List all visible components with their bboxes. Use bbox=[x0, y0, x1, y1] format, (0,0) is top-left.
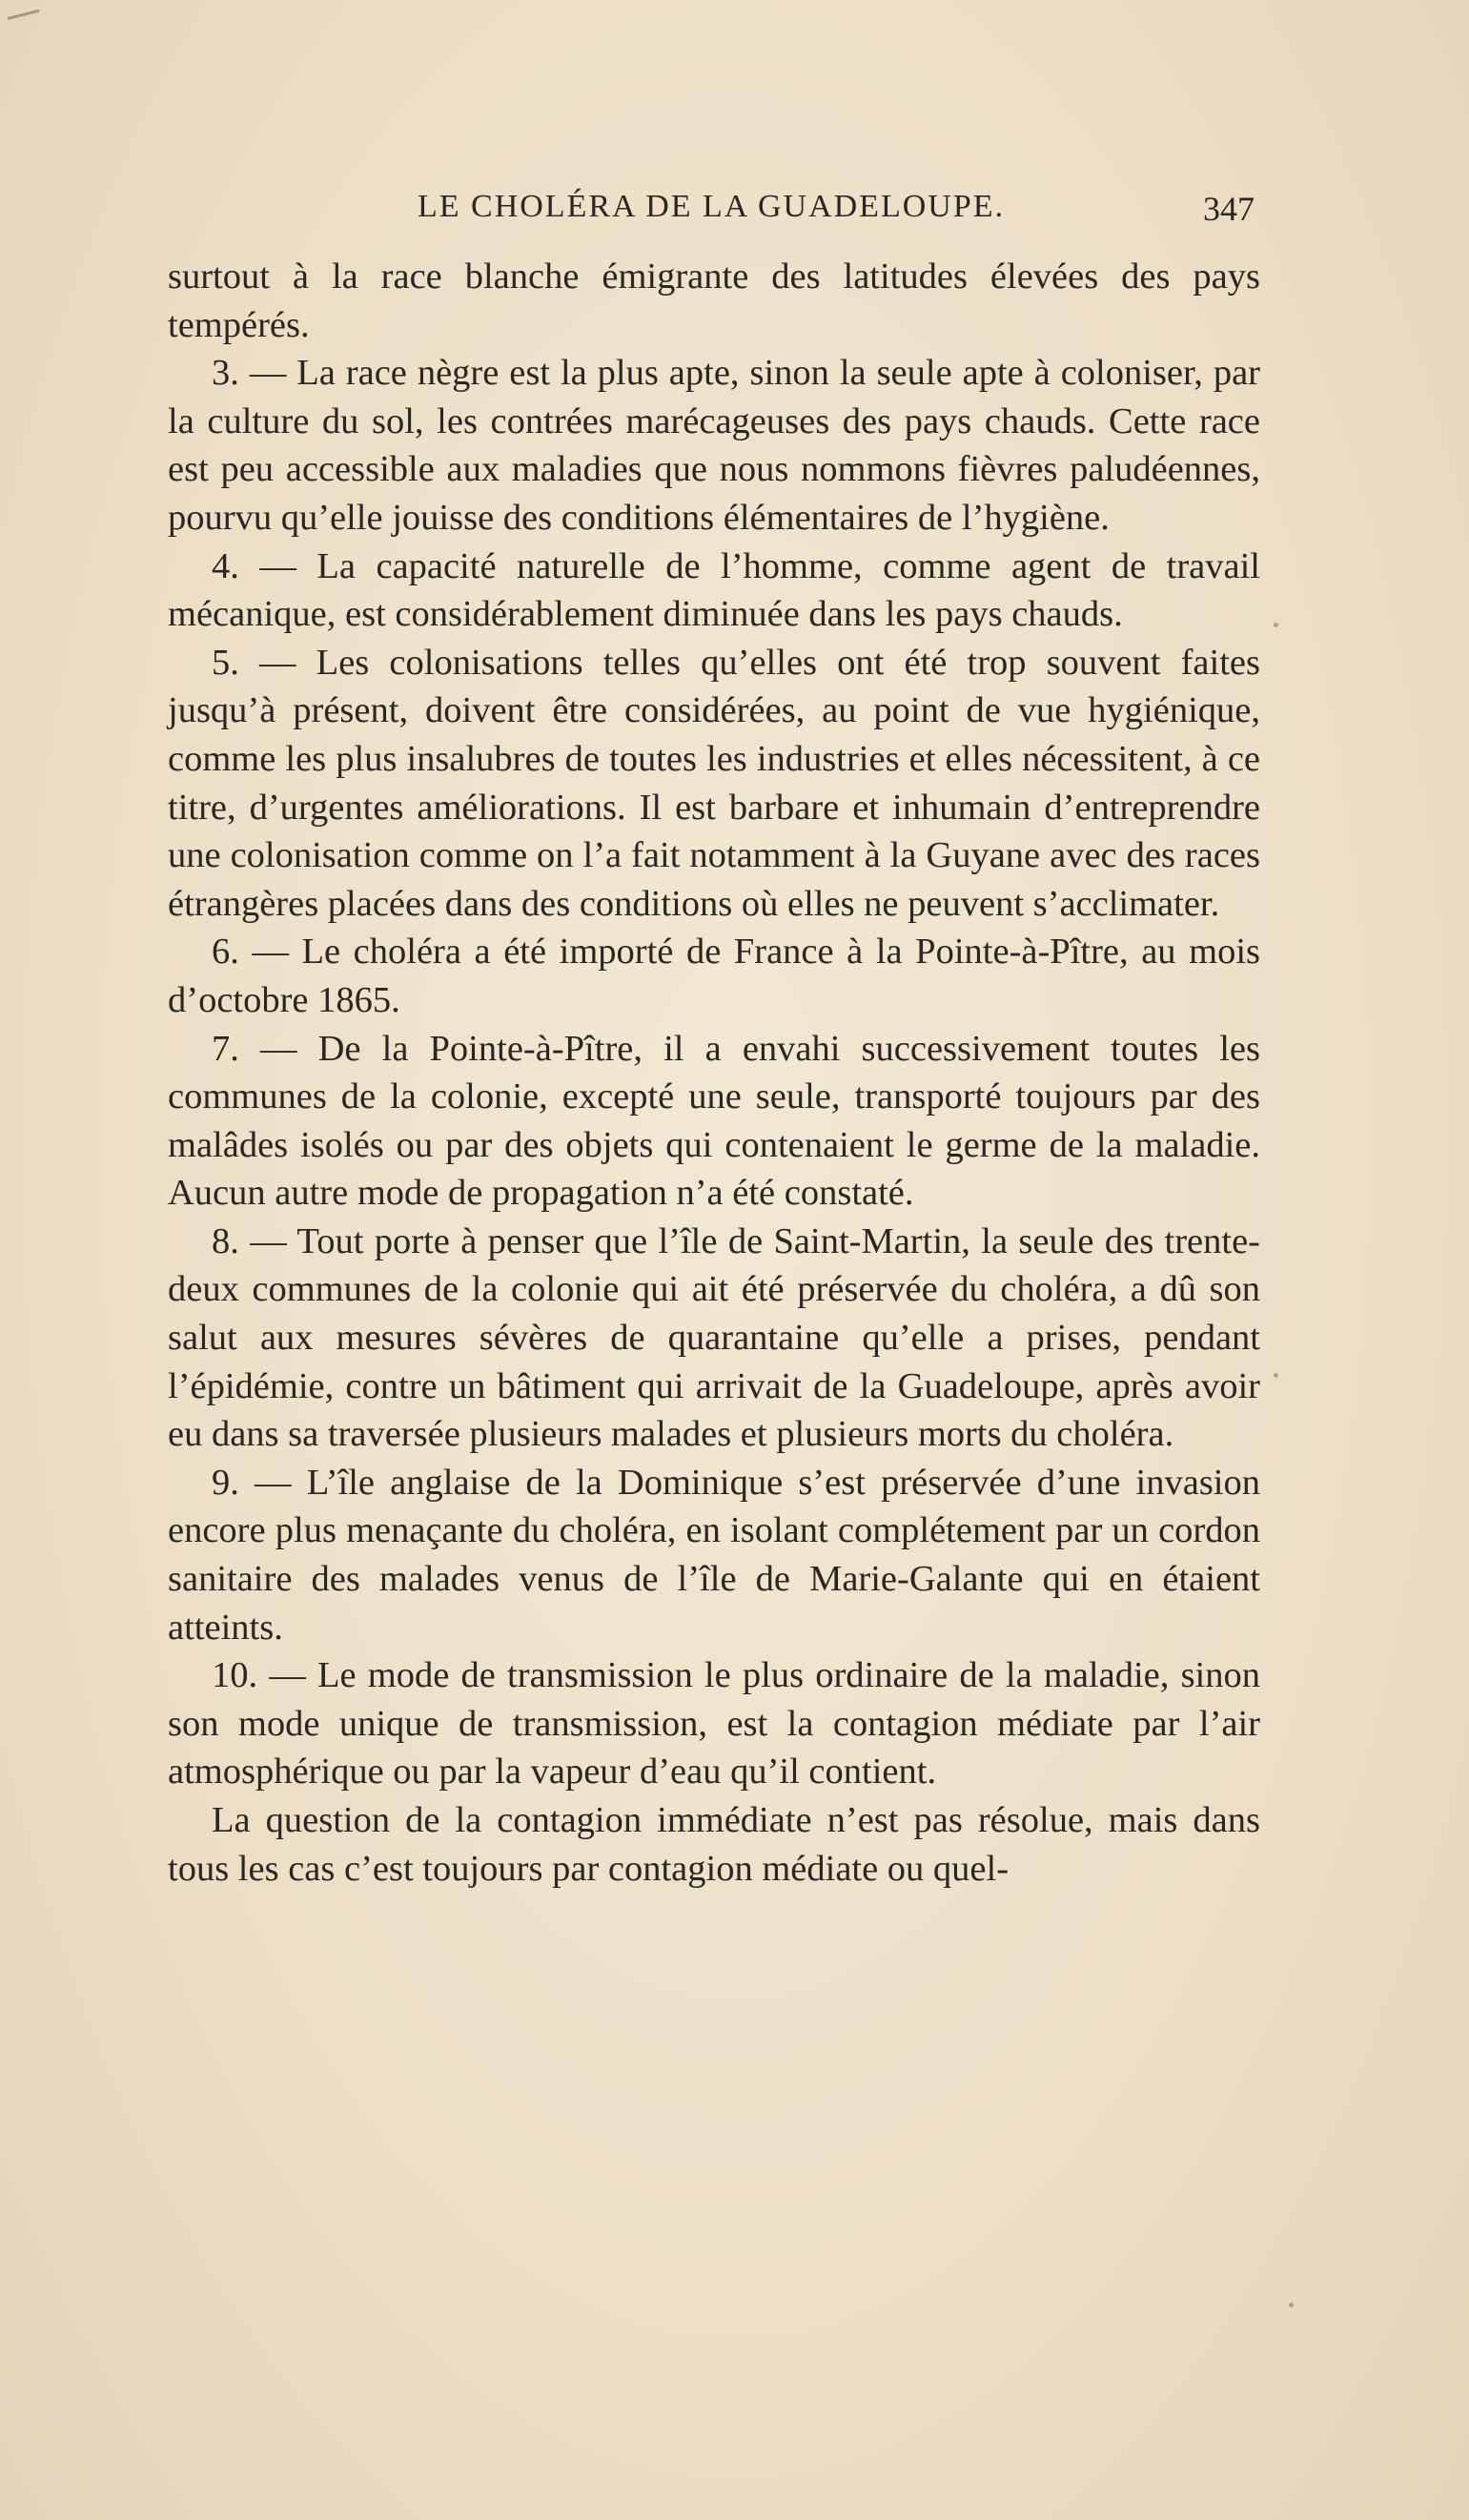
page-number: 347 bbox=[1203, 190, 1255, 228]
paragraph-continuation: surtout à la race blanche émigrante des latitudes élevées des pays tempérés. bbox=[168, 256, 1260, 345]
paragraph-item-10: 10. — Le mode de transmission le plus ordinaire de la maladie, sinon son mode unique de transmission, est la contagion médiate par l’air atmosphérique ou par la vapeur d’eau qu’il contient. bbox=[168, 1655, 1260, 1793]
paragraph-item-9: 9. — L’île anglaise de la Dominique s’est préservée d’une invasion encore plus menaçante du choléra, en isolant complétement par un cordon sanitaire des malades venus de l’île de Marie-Galante qui en étaient atteints. bbox=[168, 1462, 1260, 1648]
paper-speck bbox=[1274, 623, 1278, 627]
paper-speck bbox=[1274, 1373, 1278, 1378]
paragraph-item-6: 6. — Le choléra a été importé de France à la Pointe-à-Pître, au mois d’octobre 1865. bbox=[168, 932, 1260, 1020]
paper-speck bbox=[1289, 2303, 1294, 2307]
paragraph-final: La question de la contagion immédiate n’est pas résolue, mais dans tous les cas c’est toujours par contagion médiate ou quel- bbox=[168, 1800, 1260, 1889]
paragraph-item-3: 3. — La race nègre est la plus apte, sinon la seule apte à coloniser, par la culture du sol, les contrées marécageuses des pays chauds. Cette race est peu accessible aux maladies que nous nommons fièvres paludéennes, pourvu qu’elle jouisse des conditions élémentaires de l’hygiène. bbox=[168, 353, 1260, 538]
page-header bbox=[168, 189, 1255, 242]
paragraph-item-7: 7. — De la Pointe-à-Pître, il a envahi successivement toutes les communes de la colonie, excepté une seule, transporté toujours par des malâdes isolés ou par des objets qui contenaient le germe de la maladie. Aucun autre mode de propagation n’a été constaté. bbox=[168, 1028, 1260, 1214]
paragraph-item-4: 4. — La capacité naturelle de l’homme, comme agent de travail mécanique, est considérablement diminuée dans les pays chauds. bbox=[168, 545, 1260, 635]
paragraph-item-8: 8. — Tout porte à penser que l’île de Saint-Martin, la seule des trente-deux communes de la colonie qui ait été préservée du choléra, a dû son salut aux mesures sévères de quarantaine qu’elle a prises, pendant l’épidémie, contre un bâtiment qui arrivait de la Guadeloupe, après avoir eu dans sa traversée plusieurs malades et plusieurs morts du choléra. bbox=[168, 1220, 1260, 1455]
body-text bbox=[168, 253, 1260, 1893]
running-head: LE CHOLÉRA DE LA GUADELOUPE. bbox=[417, 189, 1006, 224]
paragraph-item-5: 5. — Les colonisations telles qu’elles ont été trop souvent faites jusqu’à présent, doivent être considérées, au point de vue hygiénique, comme les plus insalubres de toutes les industries et elles nécessitent, à ce titre, d’urgentes améliorations. Il est barbare et inhumain d’entreprendre une colonisation comme on l’a fait notamment à la Guyane avec des races étrangères placées dans des conditions où elles ne peuvent s’acclimater. bbox=[168, 642, 1260, 924]
corner-pencil-mark bbox=[4, 0, 39, 20]
